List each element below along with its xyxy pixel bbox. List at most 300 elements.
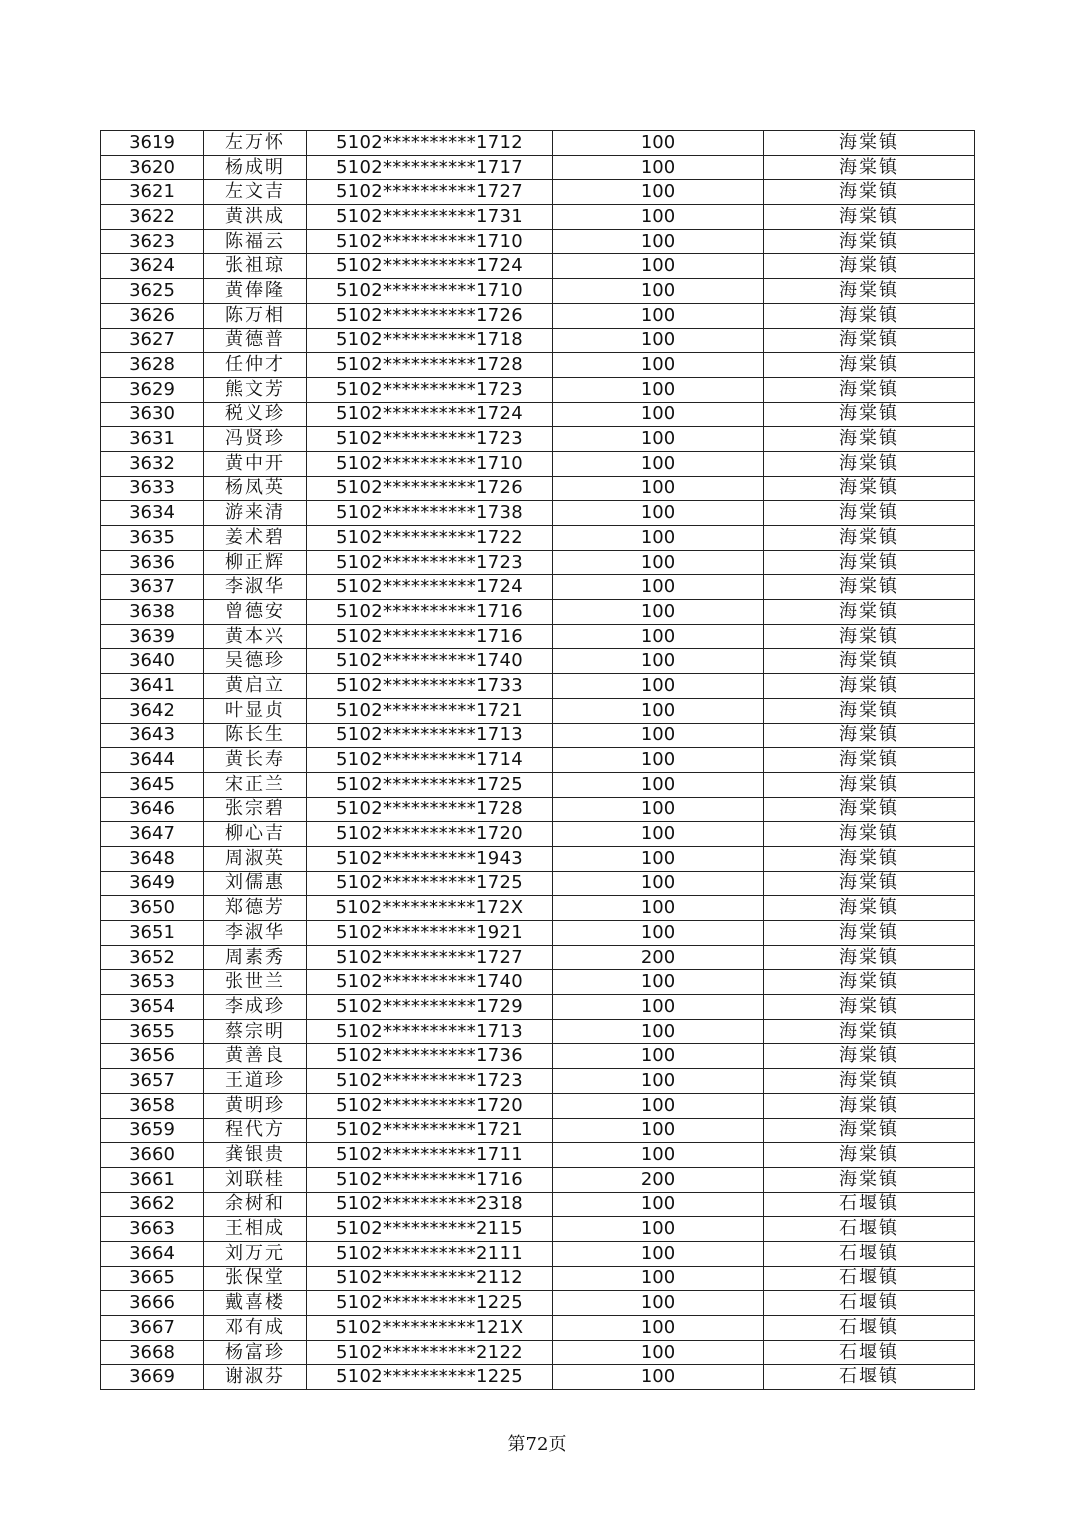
name-cell: 左万怀 [204, 131, 307, 156]
name-cell: 税义珍 [204, 402, 307, 427]
name-cell: 黄中开 [204, 451, 307, 476]
table-row [101, 797, 975, 822]
id-number-cell: 5102**********172X [307, 896, 553, 921]
id-number-cell: 5102**********1943 [307, 846, 553, 871]
name-cell: 黄德普 [204, 328, 307, 353]
serial-number-cell: 3669 [101, 1365, 204, 1390]
serial-number-cell: 3623 [101, 229, 204, 254]
amount-cell: 100 [553, 328, 764, 353]
table-row [101, 1266, 975, 1291]
name-cell: 黄启立 [204, 674, 307, 699]
id-number-cell: 5102**********1720 [307, 822, 553, 847]
id-number-cell: 5102**********1726 [307, 303, 553, 328]
id-number-cell: 5102**********1726 [307, 476, 553, 501]
amount-cell: 100 [553, 970, 764, 995]
id-number-cell: 5102**********1727 [307, 945, 553, 970]
id-number-cell: 5102**********2318 [307, 1192, 553, 1217]
table-row [101, 1241, 975, 1266]
name-cell: 张世兰 [204, 970, 307, 995]
serial-number-cell: 3658 [101, 1093, 204, 1118]
town-cell: 海棠镇 [764, 822, 975, 847]
table-row [101, 1118, 975, 1143]
town-cell: 石堰镇 [764, 1241, 975, 1266]
serial-number-cell: 3661 [101, 1167, 204, 1192]
town-cell: 石堰镇 [764, 1291, 975, 1316]
id-number-cell: 5102**********2115 [307, 1217, 553, 1242]
name-cell: 黄明珍 [204, 1093, 307, 1118]
town-cell: 海棠镇 [764, 1044, 975, 1069]
amount-cell: 100 [553, 180, 764, 205]
id-number-cell: 5102**********1225 [307, 1365, 553, 1390]
serial-number-cell: 3630 [101, 402, 204, 427]
town-cell: 海棠镇 [764, 896, 975, 921]
table-row [101, 871, 975, 896]
table-row [101, 353, 975, 378]
serial-number-cell: 3637 [101, 575, 204, 600]
table-row [101, 180, 975, 205]
name-cell: 任仲才 [204, 353, 307, 378]
name-cell: 熊文芳 [204, 377, 307, 402]
amount-cell: 100 [553, 353, 764, 378]
table-row [101, 1069, 975, 1094]
town-cell: 海棠镇 [764, 279, 975, 304]
serial-number-cell: 3651 [101, 921, 204, 946]
name-cell: 刘联桂 [204, 1167, 307, 1192]
serial-number-cell: 3641 [101, 674, 204, 699]
amount-cell: 100 [553, 896, 764, 921]
serial-number-cell: 3657 [101, 1069, 204, 1094]
town-cell: 海棠镇 [764, 526, 975, 551]
town-cell: 海棠镇 [764, 402, 975, 427]
name-cell: 左文吉 [204, 180, 307, 205]
town-cell: 海棠镇 [764, 155, 975, 180]
name-cell: 杨成明 [204, 155, 307, 180]
id-number-cell: 5102**********1720 [307, 1093, 553, 1118]
serial-number-cell: 3654 [101, 995, 204, 1020]
table-row [101, 822, 975, 847]
name-cell: 邓有成 [204, 1316, 307, 1341]
amount-cell: 200 [553, 1167, 764, 1192]
amount-cell: 100 [553, 723, 764, 748]
id-number-cell: 5102**********1724 [307, 254, 553, 279]
serial-number-cell: 3659 [101, 1118, 204, 1143]
town-cell: 海棠镇 [764, 1167, 975, 1192]
amount-cell: 100 [553, 451, 764, 476]
town-cell: 海棠镇 [764, 1143, 975, 1168]
town-cell: 海棠镇 [764, 180, 975, 205]
serial-number-cell: 3663 [101, 1217, 204, 1242]
id-number-cell: 5102**********1727 [307, 180, 553, 205]
town-cell: 海棠镇 [764, 131, 975, 156]
town-cell: 海棠镇 [764, 254, 975, 279]
town-cell: 石堰镇 [764, 1340, 975, 1365]
town-cell: 海棠镇 [764, 205, 975, 230]
name-cell: 叶显贞 [204, 698, 307, 723]
town-cell: 海棠镇 [764, 353, 975, 378]
table-row [101, 846, 975, 871]
id-number-cell: 5102**********2112 [307, 1266, 553, 1291]
id-number-cell: 5102**********1725 [307, 871, 553, 896]
name-cell: 黄洪成 [204, 205, 307, 230]
town-cell: 海棠镇 [764, 797, 975, 822]
serial-number-cell: 3620 [101, 155, 204, 180]
serial-number-cell: 3644 [101, 748, 204, 773]
town-cell: 海棠镇 [764, 303, 975, 328]
serial-number-cell: 3666 [101, 1291, 204, 1316]
town-cell: 海棠镇 [764, 846, 975, 871]
amount-cell: 100 [553, 1019, 764, 1044]
amount-cell: 100 [553, 1365, 764, 1390]
id-number-cell: 5102**********1712 [307, 131, 553, 156]
table-body [101, 131, 975, 1390]
amount-cell: 100 [553, 995, 764, 1020]
name-cell: 游来清 [204, 501, 307, 526]
table-row [101, 674, 975, 699]
amount-cell: 100 [553, 1241, 764, 1266]
table-row [101, 501, 975, 526]
name-cell: 陈福云 [204, 229, 307, 254]
serial-number-cell: 3632 [101, 451, 204, 476]
id-number-cell: 5102**********1729 [307, 995, 553, 1020]
town-cell: 石堰镇 [764, 1316, 975, 1341]
id-number-cell: 5102**********1921 [307, 921, 553, 946]
amount-cell: 100 [553, 1118, 764, 1143]
amount-cell: 100 [553, 600, 764, 625]
table-row [101, 772, 975, 797]
id-number-cell: 5102**********1736 [307, 1044, 553, 1069]
name-cell: 谢淑芬 [204, 1365, 307, 1390]
town-cell: 海棠镇 [764, 328, 975, 353]
table-row [101, 921, 975, 946]
amount-cell: 100 [553, 822, 764, 847]
id-number-cell: 5102**********2111 [307, 1241, 553, 1266]
name-cell: 余树和 [204, 1192, 307, 1217]
amount-cell: 100 [553, 476, 764, 501]
table-row [101, 1192, 975, 1217]
town-cell: 海棠镇 [764, 377, 975, 402]
table-row [101, 995, 975, 1020]
name-cell: 姜术碧 [204, 526, 307, 551]
amount-cell: 100 [553, 1217, 764, 1242]
amount-cell: 100 [553, 1143, 764, 1168]
table-row [101, 279, 975, 304]
amount-cell: 100 [553, 1069, 764, 1094]
table-row [101, 1143, 975, 1168]
serial-number-cell: 3622 [101, 205, 204, 230]
town-cell: 海棠镇 [764, 945, 975, 970]
name-cell: 杨富珍 [204, 1340, 307, 1365]
serial-number-cell: 3629 [101, 377, 204, 402]
serial-number-cell: 3621 [101, 180, 204, 205]
name-cell: 柳心吉 [204, 822, 307, 847]
amount-cell: 100 [553, 698, 764, 723]
amount-cell: 100 [553, 871, 764, 896]
amount-cell: 100 [553, 1093, 764, 1118]
table-row [101, 1291, 975, 1316]
serial-number-cell: 3631 [101, 427, 204, 452]
amount-cell: 100 [553, 649, 764, 674]
amount-cell: 100 [553, 674, 764, 699]
name-cell: 李淑华 [204, 575, 307, 600]
serial-number-cell: 3646 [101, 797, 204, 822]
name-cell: 周淑英 [204, 846, 307, 871]
id-number-cell: 5102**********2122 [307, 1340, 553, 1365]
amount-cell: 100 [553, 748, 764, 773]
id-number-cell: 5102**********1724 [307, 402, 553, 427]
table-row [101, 526, 975, 551]
town-cell: 海棠镇 [764, 427, 975, 452]
amount-cell: 100 [553, 155, 764, 180]
id-number-cell: 5102**********1723 [307, 377, 553, 402]
name-cell: 黄善良 [204, 1044, 307, 1069]
amount-cell: 100 [553, 846, 764, 871]
id-number-cell: 5102**********1722 [307, 526, 553, 551]
serial-number-cell: 3636 [101, 550, 204, 575]
name-cell: 吴德珍 [204, 649, 307, 674]
table-row [101, 1365, 975, 1390]
id-number-cell: 5102**********1716 [307, 600, 553, 625]
id-number-cell: 5102**********1225 [307, 1291, 553, 1316]
table-row [101, 748, 975, 773]
serial-number-cell: 3653 [101, 970, 204, 995]
serial-number-cell: 3619 [101, 131, 204, 156]
id-number-cell: 5102**********1728 [307, 353, 553, 378]
amount-cell: 100 [553, 279, 764, 304]
amount-cell: 100 [553, 772, 764, 797]
serial-number-cell: 3660 [101, 1143, 204, 1168]
table-row [101, 945, 975, 970]
table-row [101, 328, 975, 353]
table-row [101, 155, 975, 180]
amount-cell: 100 [553, 501, 764, 526]
name-cell: 周素秀 [204, 945, 307, 970]
table-row [101, 1340, 975, 1365]
town-cell: 海棠镇 [764, 723, 975, 748]
name-cell: 郑德芳 [204, 896, 307, 921]
id-number-cell: 5102**********1711 [307, 1143, 553, 1168]
serial-number-cell: 3649 [101, 871, 204, 896]
name-cell: 张祖琼 [204, 254, 307, 279]
town-cell: 海棠镇 [764, 1093, 975, 1118]
amount-cell: 100 [553, 1340, 764, 1365]
id-number-cell: 5102**********1725 [307, 772, 553, 797]
name-cell: 柳正辉 [204, 550, 307, 575]
serial-number-cell: 3634 [101, 501, 204, 526]
amount-cell: 100 [553, 1192, 764, 1217]
name-cell: 王道珍 [204, 1069, 307, 1094]
amount-cell: 100 [553, 1266, 764, 1291]
serial-number-cell: 3667 [101, 1316, 204, 1341]
amount-cell: 100 [553, 229, 764, 254]
amount-cell: 100 [553, 205, 764, 230]
serial-number-cell: 3665 [101, 1266, 204, 1291]
town-cell: 石堰镇 [764, 1365, 975, 1390]
amount-cell: 200 [553, 945, 764, 970]
id-number-cell: 5102**********1728 [307, 797, 553, 822]
town-cell: 海棠镇 [764, 575, 975, 600]
amount-cell: 100 [553, 1316, 764, 1341]
name-cell: 黄本兴 [204, 624, 307, 649]
table-row [101, 229, 975, 254]
table-row [101, 698, 975, 723]
name-cell: 张保堂 [204, 1266, 307, 1291]
id-number-cell: 5102**********1710 [307, 279, 553, 304]
id-number-cell: 5102**********1723 [307, 550, 553, 575]
name-cell: 蔡宗明 [204, 1019, 307, 1044]
table-row [101, 575, 975, 600]
amount-cell: 100 [553, 575, 764, 600]
table-row [101, 476, 975, 501]
id-number-cell: 5102**********1723 [307, 1069, 553, 1094]
town-cell: 海棠镇 [764, 649, 975, 674]
table-row [101, 896, 975, 921]
id-number-cell: 5102**********1716 [307, 624, 553, 649]
table-row [101, 550, 975, 575]
name-cell: 杨凤英 [204, 476, 307, 501]
town-cell: 石堰镇 [764, 1266, 975, 1291]
table-row [101, 970, 975, 995]
town-cell: 海棠镇 [764, 600, 975, 625]
id-number-cell: 5102**********1731 [307, 205, 553, 230]
town-cell: 海棠镇 [764, 871, 975, 896]
table-row [101, 1019, 975, 1044]
town-cell: 海棠镇 [764, 748, 975, 773]
id-number-cell: 5102**********1717 [307, 155, 553, 180]
id-number-cell: 5102**********1723 [307, 427, 553, 452]
serial-number-cell: 3640 [101, 649, 204, 674]
table-row [101, 205, 975, 230]
id-number-cell: 5102**********1740 [307, 649, 553, 674]
name-cell: 陈万相 [204, 303, 307, 328]
id-number-cell: 5102**********1721 [307, 1118, 553, 1143]
serial-number-cell: 3626 [101, 303, 204, 328]
table-row [101, 303, 975, 328]
town-cell: 海棠镇 [764, 674, 975, 699]
name-cell: 刘万元 [204, 1241, 307, 1266]
id-number-cell: 5102**********1718 [307, 328, 553, 353]
amount-cell: 100 [553, 921, 764, 946]
id-number-cell: 5102**********1710 [307, 229, 553, 254]
name-cell: 宋正兰 [204, 772, 307, 797]
town-cell: 海棠镇 [764, 501, 975, 526]
serial-number-cell: 3655 [101, 1019, 204, 1044]
serial-number-cell: 3662 [101, 1192, 204, 1217]
table-row [101, 131, 975, 156]
name-cell: 黄俸隆 [204, 279, 307, 304]
id-number-cell: 5102**********1713 [307, 723, 553, 748]
table-row [101, 1217, 975, 1242]
amount-cell: 100 [553, 624, 764, 649]
serial-number-cell: 3639 [101, 624, 204, 649]
table-row [101, 451, 975, 476]
name-cell: 刘儒惠 [204, 871, 307, 896]
serial-number-cell: 3625 [101, 279, 204, 304]
serial-number-cell: 3650 [101, 896, 204, 921]
name-cell: 陈长生 [204, 723, 307, 748]
table-row [101, 1167, 975, 1192]
town-cell: 海棠镇 [764, 1069, 975, 1094]
table-row [101, 254, 975, 279]
town-cell: 海棠镇 [764, 229, 975, 254]
id-number-cell: 5102**********1733 [307, 674, 553, 699]
amount-cell: 100 [553, 402, 764, 427]
town-cell: 海棠镇 [764, 995, 975, 1020]
town-cell: 海棠镇 [764, 1118, 975, 1143]
town-cell: 海棠镇 [764, 624, 975, 649]
id-number-cell: 5102**********121X [307, 1316, 553, 1341]
amount-cell: 100 [553, 254, 764, 279]
town-cell: 海棠镇 [764, 970, 975, 995]
name-cell: 程代方 [204, 1118, 307, 1143]
serial-number-cell: 3642 [101, 698, 204, 723]
amount-cell: 100 [553, 550, 764, 575]
id-number-cell: 5102**********1716 [307, 1167, 553, 1192]
town-cell: 石堰镇 [764, 1217, 975, 1242]
name-cell: 黄长寿 [204, 748, 307, 773]
id-number-cell: 5102**********1710 [307, 451, 553, 476]
table-row [101, 649, 975, 674]
amount-cell: 100 [553, 303, 764, 328]
table-row [101, 377, 975, 402]
amount-cell: 100 [553, 526, 764, 551]
name-cell: 冯贤珍 [204, 427, 307, 452]
table-row [101, 402, 975, 427]
amount-cell: 100 [553, 377, 764, 402]
amount-cell: 100 [553, 1044, 764, 1069]
name-cell: 曾德安 [204, 600, 307, 625]
name-cell: 李成珍 [204, 995, 307, 1020]
table-row [101, 624, 975, 649]
serial-number-cell: 3633 [101, 476, 204, 501]
name-cell: 李淑华 [204, 921, 307, 946]
serial-number-cell: 3645 [101, 772, 204, 797]
serial-number-cell: 3635 [101, 526, 204, 551]
town-cell: 海棠镇 [764, 772, 975, 797]
serial-number-cell: 3648 [101, 846, 204, 871]
amount-cell: 100 [553, 1291, 764, 1316]
table-row [101, 723, 975, 748]
table-row [101, 1316, 975, 1341]
town-cell: 海棠镇 [764, 451, 975, 476]
amount-cell: 100 [553, 427, 764, 452]
serial-number-cell: 3652 [101, 945, 204, 970]
id-number-cell: 5102**********1721 [307, 698, 553, 723]
name-cell: 张宗碧 [204, 797, 307, 822]
serial-number-cell: 3628 [101, 353, 204, 378]
town-cell: 海棠镇 [764, 550, 975, 575]
name-cell: 戴喜楼 [204, 1291, 307, 1316]
serial-number-cell: 3643 [101, 723, 204, 748]
serial-number-cell: 3638 [101, 600, 204, 625]
id-number-cell: 5102**********1740 [307, 970, 553, 995]
town-cell: 海棠镇 [764, 698, 975, 723]
table-row [101, 1093, 975, 1118]
table-row [101, 600, 975, 625]
id-number-cell: 5102**********1724 [307, 575, 553, 600]
serial-number-cell: 3664 [101, 1241, 204, 1266]
name-cell: 王相成 [204, 1217, 307, 1242]
beneficiary-table [100, 130, 975, 1390]
amount-cell: 100 [553, 797, 764, 822]
serial-number-cell: 3656 [101, 1044, 204, 1069]
serial-number-cell: 3668 [101, 1340, 204, 1365]
name-cell: 龚银贵 [204, 1143, 307, 1168]
id-number-cell: 5102**********1713 [307, 1019, 553, 1044]
town-cell: 海棠镇 [764, 921, 975, 946]
town-cell: 海棠镇 [764, 476, 975, 501]
id-number-cell: 5102**********1738 [307, 501, 553, 526]
page-number: 第72页 [507, 1434, 567, 1455]
